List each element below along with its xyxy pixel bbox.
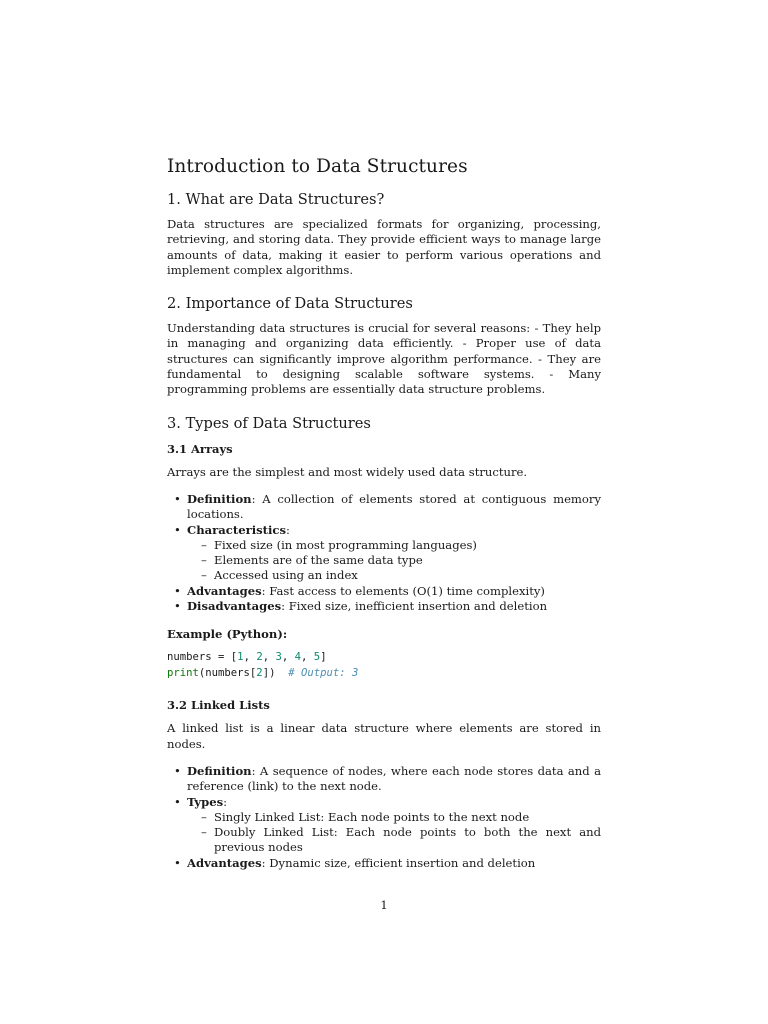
bullet-label: Definition: [187, 763, 252, 778]
bullet-label: Characteristics: [187, 522, 286, 537]
code-token: ,: [243, 651, 257, 664]
bullet-text: : A sequence of nodes, where each node stores data and a reference (link) to the next node.: [187, 763, 601, 794]
section-2-heading: 2. Importance of Data Structures: [167, 295, 413, 313]
bullet-text: :: [223, 794, 228, 809]
bullet-text: : A collection of elements stored at contiguous memory locations.: [187, 491, 601, 522]
types-sublist: [187, 810, 601, 856]
code-token: numbers = [: [167, 651, 238, 664]
code-token: ]: [320, 651, 327, 664]
section-2-body: Understanding data structures is crucial for several reasons: - They help in managing and organizing data efficiently. - Proper use of data structures can significantly improve algorithm performance. - They are fundamental to designing scalable software systems. - Many programming problems are essentially data structure problems.: [167, 321, 601, 397]
list-item: [187, 764, 601, 795]
code-number: 2: [256, 651, 263, 664]
sublist-item: – Singly Linked List: Each node points to the next node: [214, 810, 601, 825]
section-1-heading: 1. What are Data Structures?: [167, 191, 385, 208]
code-function: print: [167, 666, 199, 679]
bullet-label: Advantages: [187, 583, 262, 598]
document-page: [167, 155, 601, 884]
code-number: 1: [237, 651, 244, 664]
sublist-item: – Elements are of the same data type: [214, 553, 601, 568]
arrays-bullet-list: [167, 492, 601, 614]
bullet-label: Advantages: [187, 855, 262, 870]
code-token: (numbers[: [198, 666, 257, 679]
code-token: ,: [301, 651, 314, 664]
arrays-intro: Arrays are the simplest and most widely used data structure.: [167, 464, 528, 479]
bullet-label: Types: [187, 794, 224, 809]
code-comment: # Output: 3: [288, 666, 359, 679]
linked-lists-heading: 3.2 Linked Lists: [167, 698, 270, 713]
section-3-heading: 3. Types of Data Structures: [167, 414, 371, 432]
page-number: 1: [380, 898, 388, 912]
characteristics-sublist: [187, 538, 601, 584]
code-number: 5: [313, 651, 321, 664]
code-block: [167, 650, 601, 681]
list-item: [187, 492, 601, 523]
document-title: Introduction to Data Structures: [167, 156, 468, 177]
code-number: 2: [256, 666, 263, 679]
linked-lists-bullet-list: [167, 764, 601, 871]
bullet-text: : Fast access to elements (O(1) time complexity): [261, 583, 545, 598]
bullet-label: Definition: [187, 491, 252, 506]
bullet-text: : Fixed size, inefficient insertion and deletion: [281, 599, 548, 614]
section-1-body: Data structures are specialized formats for organizing, processing, retrieving, and storing data. They provide efficient ways to manage large amounts of data, making it easier to perform various operations and implement complex algorithms.: [167, 217, 601, 277]
sublist-item: – Fixed size (in most programming languages): [214, 538, 601, 553]
arrays-heading: 3.1 Arrays: [167, 441, 233, 456]
bullet-label: Disadvantages: [187, 599, 282, 614]
sublist-item: – Doubly Linked List: Each node points to both the next and previous nodes: [214, 825, 601, 856]
bullet-text: : Dynamic size, efficient insertion and deletion: [261, 855, 536, 870]
list-item: [187, 856, 601, 871]
bullet-text: :: [285, 522, 290, 537]
code-token: ,: [281, 651, 295, 664]
code-token: ,: [262, 651, 276, 664]
code-number: 4: [294, 651, 302, 664]
code-token: ]): [262, 666, 289, 679]
example-label: Example (Python):: [167, 627, 288, 642]
code-number: 3: [275, 651, 282, 664]
list-item: [187, 795, 601, 856]
list-item: [187, 584, 601, 599]
linked-lists-intro: A linked list is a linear data structure where elements are stored in nodes.: [167, 721, 601, 751]
sublist-item: – Accessed using an index: [214, 568, 601, 583]
list-item: [187, 523, 601, 584]
list-item: [187, 599, 601, 614]
